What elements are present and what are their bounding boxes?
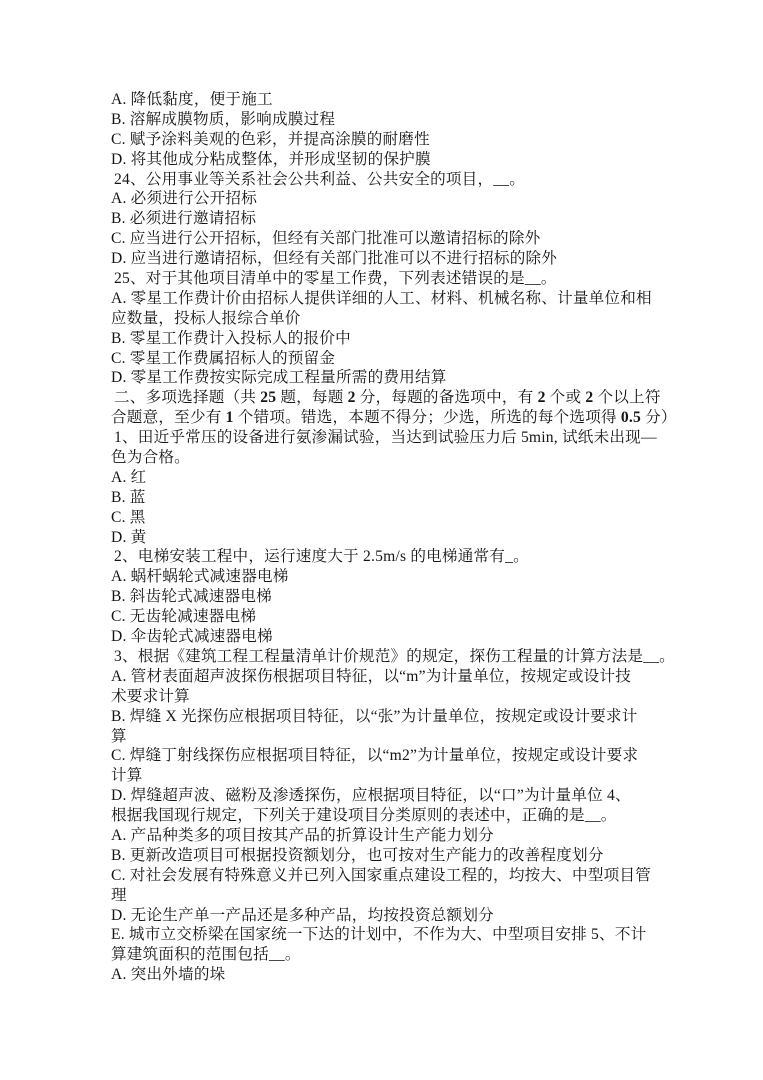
text-line-continuation: 合题意，至少有 1 个错项。错选，本题不得分；少选，所选的每个选项得 0.5 分） — [111, 409, 677, 427]
text-line-question: 2、电梯安装工程中，运行速度大于 2.5m/s 的电梯通常有_。 — [114, 548, 529, 566]
text-line-option: C. 对社会发展有特殊意义并已列入国家重点建设工程的，均按大、中型项目管 — [111, 866, 651, 884]
text-line-continuation: 算 — [111, 727, 127, 745]
text-line-option: A. 必须进行公开招标 — [111, 190, 258, 208]
text-line-option: D. 应当进行邀请招标，但经有关部门批准可以不进行招标的除外 — [111, 250, 558, 268]
text-line-option: C. 零星工作费属招标人的预留金 — [111, 349, 336, 367]
text-line-option: B. 焊缝 X 光探伤应根据项目特征，以“张”为计量单位，按规定或设计要求计 — [111, 707, 638, 725]
text-line-option: B. 必须进行邀请招标 — [111, 210, 257, 228]
text-line-option: A. 产品种类多的项目按其产品的折算设计生产能力划分 — [111, 826, 494, 844]
text-line-continuation: 计算 — [111, 767, 143, 785]
text-line-option: A. 突出外墙的垛 — [111, 966, 226, 984]
text-line-question: 25、对于其他项目清单中的零星工作费，下列表述错误的是__。 — [114, 270, 557, 288]
text-line-question: 1、田近乎常压的设备进行氨渗漏试验，当达到试验压力后 5min, 试纸未出现— — [114, 429, 657, 447]
text-line-option: A. 零星工作费计价由招标人提供详细的人工、材料、机械名称、计量单位和相 — [111, 289, 652, 307]
text-line-option: D. 焊缝超声波、磁粉及渗透探伤，应根据项目特征，以“口”为计量单位 4、 — [111, 787, 631, 805]
text-line-option: D. 无论生产单一产品还是多种产品，均按投资总额划分 — [111, 906, 494, 924]
text-line-question: 3、根据《建筑工程工程量清单计价规范》的规定，探伤工程量的计算方法是__。 — [114, 647, 675, 665]
document-lines — [111, 90, 681, 985]
text-line-option: A. 蜗杆蜗轮式减速器电梯 — [111, 568, 289, 586]
text-line-option: C. 无齿轮减速器电梯 — [111, 608, 257, 626]
text-line-option: D. 零星工作费按实际完成工程量所需的费用结算 — [111, 369, 447, 387]
text-line-option: B. 蓝 — [111, 488, 146, 506]
text-line-section: 二、多项选择题（共 25 题，每题 2 分，每题的备选项中，有 2 个或 2 个以上符 — [114, 389, 661, 407]
text-line-option: B. 斜齿轮式减速器电梯 — [111, 588, 272, 606]
text-line-option: C. 应当进行公开招标，但经有关部门批准可以邀请招标的除外 — [111, 230, 541, 248]
text-line-continuation: 术要求计算 — [111, 687, 190, 705]
text-line-option: B. 零星工作费计入投标人的报价中 — [111, 329, 351, 347]
text-line-continuation: 应数量，投标人报综合单价 — [111, 309, 301, 327]
text-line-option: B. 更新改造项目可根据投资额划分，也可按对生产能力的改善程度划分 — [111, 846, 604, 864]
text-line-continuation: 理 — [111, 886, 127, 904]
text-line-question: 24、公用事业等关系社会公共利益、公共安全的项目，__。 — [114, 170, 526, 188]
text-line-option: D. 黄 — [111, 528, 147, 546]
text-line-continuation: 算建筑面积的范围包括__。 — [111, 946, 301, 964]
text-line-continuation: 根据我国现行规定，下列关于建设项目分类原则的表述中，正确的是__。 — [111, 807, 617, 825]
text-line-option: D. 将其他成分粘成整体，并形成坚韧的保护膜 — [111, 150, 431, 168]
text-line-option: E. 城市立交桥梁在国家统一下达的计划中，不作为大、中型项目安排 5、不计 — [111, 926, 647, 944]
text-line-option: C. 黑 — [111, 508, 146, 526]
text-line-option: A. 红 — [111, 468, 147, 486]
text-line-option: A. 管材表面超声波探伤根据项目特征，以“m”为计量单位，按规定或设计技 — [111, 667, 632, 685]
text-line-option: A. 降低黏度，便于施工 — [111, 91, 273, 108]
text-line-option: C. 焊缝丁射线探伤应根据项目特征，以“m2”为计量单位，按规定或设计要求 — [111, 747, 639, 765]
text-line-continuation: 色为合格。 — [111, 449, 190, 467]
text-line-option: B. 溶解成膜物质，影响成膜过程 — [111, 110, 336, 128]
text-line-option: C. 赋予涂料美观的色彩，并提高涂膜的耐磨性 — [111, 130, 430, 148]
text-line-option: D. 伞齿轮式减速器电梯 — [111, 628, 273, 646]
